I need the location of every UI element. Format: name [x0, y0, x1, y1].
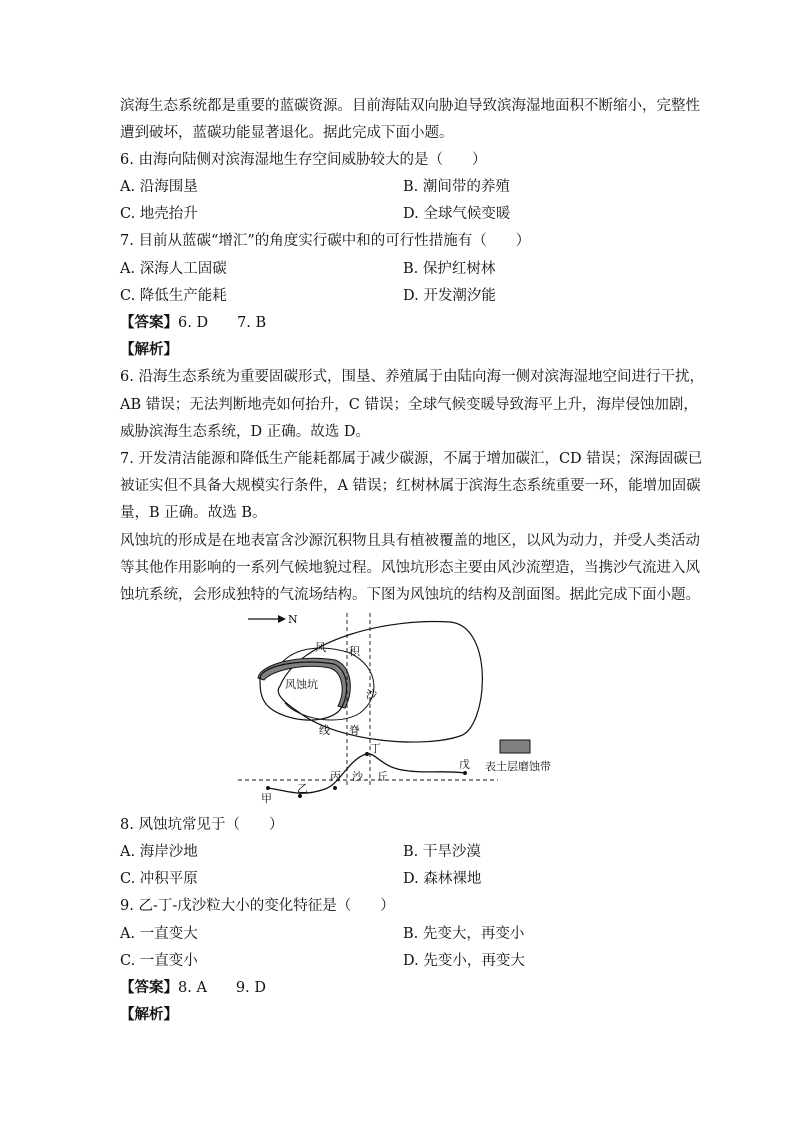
q6-option-a: A. 沿海围垦 [120, 179, 198, 195]
q8-option-a: A. 海岸沙地 [120, 844, 198, 860]
q9-option-d: D. 先变小，再变大 [403, 953, 525, 969]
intro2-line-3: 蚀坑系统，会形成独特的气流场结构。下图为风蚀坑的结构及剖面图。据此完成下面小题。 [120, 587, 700, 603]
answer-label: 【答案】 [120, 314, 178, 331]
analysis-label-2: 【解析】 [120, 1006, 178, 1023]
analysis-6-line-1: 6. 沿海生态系统为重要固碳形式，围垦、养殖属于由陆向海一侧对滨海湿地空间进行干扰， [120, 369, 704, 385]
q9-option-b: B. 先变大，再变小 [403, 926, 525, 942]
q6-option-c: C. 地壳抬升 [120, 206, 198, 222]
label-ji: 积 [349, 645, 360, 658]
label-xian: 线 [319, 724, 330, 737]
label-ding: 丁 [370, 742, 381, 755]
analysis-7-line-1: 7. 开发清洁能源和降低生产能耗都属于减少碳源，不属于增加碳汇，CD 错误；深海固碳已 [120, 451, 703, 467]
analysis-7-line-2: 被证实但不具备大规模实行条件，A 错误；红树林属于滨海生态系统重要一环，能增加固碳 [120, 478, 701, 494]
north-arrowhead-icon [278, 615, 286, 623]
label-bing: 丙 [330, 770, 341, 783]
intro2-line-2: 等其他作用影响的一系列气候地貌过程。风蚀坑形态主要由风沙流塑造，当携沙气流进入风 [120, 560, 700, 576]
analysis-6-line-2: AB 错误；无法判断地壳如何抬升，C 错误；全球气候变暖导致海平上升，海岸侵蚀加剧， [120, 397, 698, 413]
intro2-line-1: 风蚀坑的形成是在地表富含沙源沉积物且具有植被覆盖的地区，以风为动力，并受人类活动 [120, 533, 700, 549]
q8-option-c: C. 冲积平原 [120, 871, 198, 887]
question-7-stem: 7. 目前从蓝碳“增汇”的角度实行碳中和的可行性措施有（ ） [120, 233, 531, 249]
answer-block-2 [120, 978, 266, 998]
legend-swatch [500, 740, 530, 753]
blowout-figure [230, 608, 600, 808]
question-9-stem: 9. 乙-丁-戊沙粒大小的变化特征是（ ） [120, 898, 395, 914]
q6-option-d: D. 全球气候变暖 [403, 206, 511, 222]
q9-option-c: C. 一直变小 [120, 953, 198, 969]
label-feng: 风 [315, 641, 326, 654]
q9-option-a: A. 一直变大 [120, 926, 198, 942]
q8-option-d: D. 森林裸地 [403, 871, 482, 887]
answer-block-1 [120, 313, 266, 333]
legend-label: 表土层磨蚀带 [485, 760, 551, 773]
analysis-7-line-3: 量，B 正确。故选 B。 [120, 505, 267, 521]
blowout-diagram [230, 608, 600, 808]
answer-text-2: 8. A 9. D [178, 980, 266, 996]
point-bing [333, 786, 337, 790]
point-jia [266, 786, 270, 790]
q7-option-c: C. 降低生产能耗 [120, 288, 227, 304]
label-yi: 乙 [297, 782, 308, 795]
label-jia: 甲 [261, 792, 272, 805]
point-ding [365, 752, 369, 756]
q7-option-b: B. 保护红树林 [403, 261, 496, 277]
label-sha: 沙 [366, 688, 377, 701]
question-8-stem: 8. 风蚀坑常见于（ ） [120, 817, 284, 833]
q8-option-b: B. 干旱沙漠 [403, 844, 481, 860]
q6-option-b: B. 潮间带的养殖 [403, 179, 510, 195]
label-jian: 脊 [349, 724, 360, 737]
answer-text: 6. D 7. B [178, 315, 267, 331]
analysis-6-line-3: 威胁滨海生态系统，D 正确。故选 D。 [120, 424, 370, 440]
point-wu [463, 771, 467, 775]
label-sha2: 沙 [352, 770, 363, 783]
q7-option-a: A. 深海人工固碳 [120, 261, 227, 277]
question-6-stem: 6. 由海向陆侧对滨海湿地生存空间威胁较大的是（ ） [120, 152, 487, 168]
intro-line-1: 滨海生态系统都是重要的蓝碳资源。目前海陆双向胁迫导致滨海湿地面积不断缩小，完整性 [120, 98, 700, 114]
north-label: N [288, 613, 298, 626]
analysis-label: 【解析】 [120, 341, 178, 358]
intro-line-2: 遭到破坏，蓝碳功能显著退化。据此完成下面小题。 [120, 125, 454, 141]
label-wu: 戊 [459, 758, 470, 771]
q7-option-d: D. 开发潮汐能 [403, 288, 496, 304]
label-qiu: 丘 [377, 770, 388, 783]
answer-label-2: 【答案】 [120, 979, 178, 996]
pit-label: 风蚀坑 [285, 678, 318, 691]
